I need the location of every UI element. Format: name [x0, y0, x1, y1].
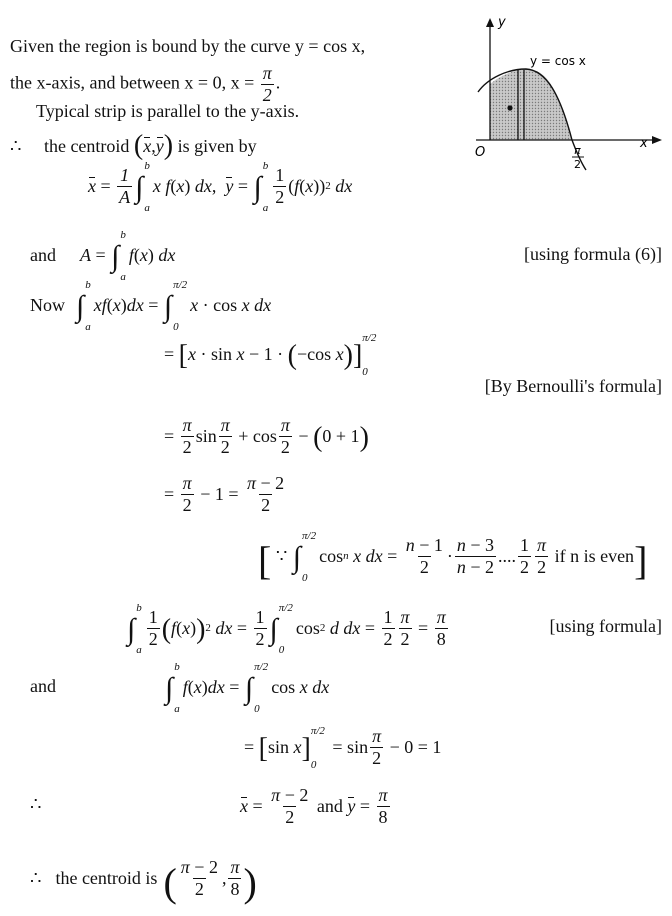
cosine-graph: [468, 14, 664, 174]
note-formula-6: [using formula (6)]: [524, 244, 662, 264]
step-3: = $\frac{\pi}{2}$ − 1 = $\frac{\pi - 2}{2}$: [164, 472, 285, 515]
result-line: x = $\frac{\pi - 2}{2}$ and y = $\frac{\pi}{8}$: [240, 784, 388, 827]
tick-pi: π: [574, 144, 581, 157]
note-formula: [using formula]: [549, 616, 662, 636]
step-2: = $\frac{\pi}{2}$ sin $\frac{\pi}{2}$ + cos $\frac{\pi}{2}$ − ( 0 + 1 ): [164, 414, 369, 457]
note-bernoulli: [By Bernoulli's formula]: [484, 376, 662, 396]
intro-line-4: ∴ the centroid (x,y) is given by: [10, 130, 257, 161]
step-1: = [ x · sin x − 1 · ( −cos x ) ] π/2 0: [164, 332, 377, 378]
shaded-region: [490, 70, 572, 140]
therefore-2: ∴: [30, 794, 42, 814]
x-axis-arrow: [652, 136, 662, 144]
curve-label: y = cos x: [530, 54, 586, 68]
centroid-formula: x = $\frac{1}{A}$ ∫ b a x f ( x ) dx , y = ∫ b a $\frac{1}{2}$ ( f ( x )) 2 dx: [88, 160, 353, 214]
third-integral: ∫ b a f ( x ) dx = ∫ π/2 0 cos x dx: [165, 661, 330, 715]
y-axis-arrow: [486, 18, 494, 27]
and-label-2: and: [30, 676, 56, 696]
final-centroid: ∴ the centroid is ( $\frac{\pi - 2}{2}$ , $\frac{\pi}{8}$ ): [30, 856, 257, 905]
third-step: = [ sin x ] π/2 0 = sin $\frac{\pi}{2}$ − 0 = 1: [244, 725, 442, 771]
y-label: y: [498, 15, 506, 30]
tick-two: 2: [574, 158, 581, 171]
origin-label: O: [475, 145, 486, 160]
now-integral: Now ∫ b a xf ( x ) dx = ∫ π/2 0 x · cos x dx: [30, 279, 272, 333]
x-label: x: [640, 136, 648, 151]
intro-line-1: Given the region is bound by the curve y = cos x,: [10, 36, 366, 56]
area-definition: and A = ∫ b a f ( x ) dx: [30, 229, 176, 283]
centroid-dot: [507, 105, 512, 110]
wallis-formula: [ ∵ ∫ π/2 0 cos n x dx = $\frac{n - 1}{2}$ · $\frac{n - 3}{n - 2}$ .... $\frac{1}{2}$ $\frac{\pi}{2}$ if n is even ]: [258, 530, 648, 584]
intro-line-2: the x-axis, and between x = 0, x = $\frac{\pi}{2}$ .: [10, 63, 281, 105]
intro-line-3: Typical strip is parallel to the y-axis.: [36, 101, 300, 121]
second-integral: ∫ b a $\frac{1}{2}$ ( f ( x ) ) 2 dx = $\frac{1}{2}$ ∫ π/2 0 cos 2 d dx = $\frac{1}{2}$ $\frac{\pi}{2}$ = $\frac{\pi}{8}$: [127, 602, 446, 656]
